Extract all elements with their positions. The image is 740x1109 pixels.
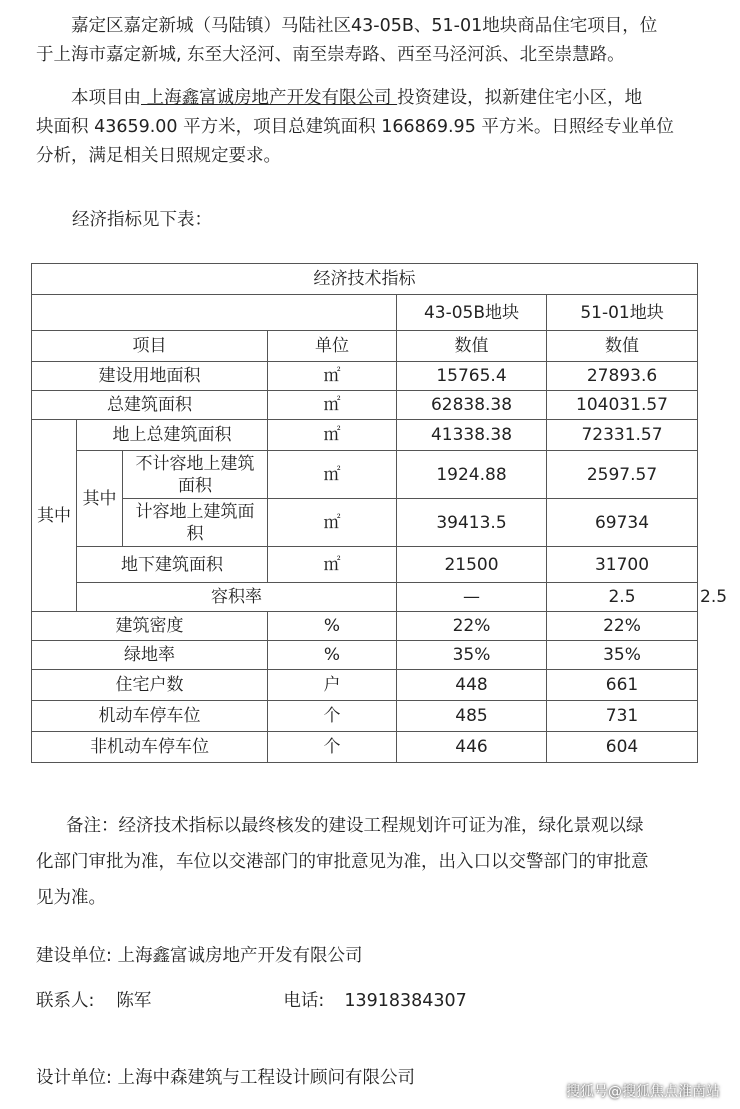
- intro-p2-suffix: 投资建设，拟新建住宅小区，地: [397, 88, 643, 108]
- row-value-b: 72331.57: [547, 420, 698, 451]
- row-label: 建设用地面积: [32, 362, 268, 391]
- row-label: 地下建筑面积: [77, 547, 268, 583]
- row-unit: ㎡: [268, 391, 397, 420]
- row-value-a: 21500: [397, 547, 547, 583]
- table-row: [32, 732, 698, 763]
- row-unit: %: [268, 612, 397, 641]
- row-unit: —: [397, 583, 547, 612]
- row-label: [123, 451, 268, 499]
- col-header-value-a: 数值: [397, 331, 547, 362]
- row-label: [123, 499, 268, 547]
- qizhong-inner-label: 其中: [77, 451, 123, 547]
- table-row: [32, 670, 698, 701]
- row-label: 机动车停车位: [32, 701, 268, 732]
- table-row: [32, 451, 698, 499]
- row-label: 绿地率: [32, 641, 268, 670]
- row-label-line-2: 积: [186, 523, 204, 544]
- row-value-a: 15765.4: [397, 362, 547, 391]
- col-header-unit: 单位: [268, 331, 397, 362]
- row-label: 地上总建筑面积: [77, 420, 268, 451]
- table-row: [32, 420, 698, 451]
- watermark: 搜狐号@搜狐焦点淮南站: [566, 1084, 720, 1100]
- row-value-b: 604: [547, 732, 698, 763]
- row-value-b: 69734: [547, 499, 698, 547]
- row-value-b: 31700: [547, 547, 698, 583]
- row-unit: ㎡: [268, 362, 397, 391]
- row-value-a: 22%: [397, 612, 547, 641]
- row-value-b: 22%: [547, 612, 698, 641]
- row-value-b: 27893.6: [547, 362, 698, 391]
- table-row: [32, 391, 698, 420]
- note-line-1: 备注：经济技术指标以最终核发的建设工程规划许可证为准，绿化景观以绿: [66, 816, 644, 836]
- intro-p2-line-3: 分析，满足相关日照规定要求。: [36, 146, 281, 166]
- builder-line: 建设单位: 上海鑫富诚房地产开发有限公司: [36, 946, 363, 966]
- row-value-a: 1924.88: [397, 451, 547, 499]
- col-header-value-b: 数值: [547, 331, 698, 362]
- row-value-b: 35%: [547, 641, 698, 670]
- qizhong-outer-label: 其中: [32, 420, 77, 612]
- table-row: 容积率 — 2.5 2.5: [32, 583, 698, 612]
- contact-name: 陈军: [116, 991, 152, 1011]
- row-unit: ㎡: [268, 420, 397, 451]
- row-unit: %: [268, 641, 397, 670]
- table-row: [32, 547, 698, 583]
- row-label: 非机动车停车位: [32, 732, 268, 763]
- row-value-b: 731: [547, 701, 698, 732]
- intro-p2-line-2: 块面积 43659.00 平方米，项目总建筑面积 166869.95 平方米。日照经专业单位: [36, 117, 674, 137]
- row-unit: 户: [268, 670, 397, 701]
- row-value-a: 35%: [397, 641, 547, 670]
- phone-label: 电话:: [283, 991, 325, 1011]
- table-column-header-row: [32, 331, 698, 362]
- designer-line: 设计单位: 上海中森建筑与工程设计顾问有限公司: [36, 1068, 415, 1088]
- table-row: [32, 499, 698, 547]
- row-value-b: 2597.57: [547, 451, 698, 499]
- note-paragraph: [36, 808, 708, 916]
- intro-paragraph-2: [36, 84, 708, 171]
- table-plot-header-row: [32, 295, 698, 331]
- intro-line-1: 嘉定区嘉定新城（马陆镇）马陆社区43-05B、51-01地块商品住宅项目，位: [71, 16, 658, 36]
- note-line-2: 化部门审批为准，车位以交港部门的审批意见为准，出入口以交警部门的审批意: [36, 852, 649, 872]
- row-unit: ㎡: [268, 451, 397, 499]
- phone-number: 13918384307: [344, 991, 467, 1011]
- row-label-line-1: 不计容地上建筑: [135, 453, 255, 474]
- row-value-a: 62838.38: [397, 391, 547, 420]
- col-header-51-01: 51-01地块: [547, 295, 698, 331]
- row-value-a: 41338.38: [397, 420, 547, 451]
- row-value-a: 485: [397, 701, 547, 732]
- row-label: 容积率: [77, 583, 397, 612]
- note-line-3: 见为准。: [36, 888, 106, 908]
- developer-name: 上海鑫富诚房地产开发有限公司: [141, 88, 398, 108]
- row-unit: 个: [268, 701, 397, 732]
- row-label-line-1: 计容地上建筑面: [135, 501, 255, 522]
- row-unit: ㎡: [268, 499, 397, 547]
- col-header-43-05b: 43-05B地块: [397, 295, 547, 331]
- table-intro: 经济指标见下表：: [72, 210, 212, 230]
- table-title: 经济技术指标: [32, 264, 698, 295]
- table-row: [32, 641, 698, 670]
- contact-label: 联系人:: [36, 991, 95, 1011]
- row-value-a: 446: [397, 732, 547, 763]
- row-label: 总建筑面积: [32, 391, 268, 420]
- economic-indicators-table: [31, 263, 728, 763]
- table-row: [32, 612, 698, 641]
- row-unit: 个: [268, 732, 397, 763]
- row-label: 住宅户数: [32, 670, 268, 701]
- row-unit: ㎡: [268, 547, 397, 583]
- row-value-a: 39413.5: [397, 499, 547, 547]
- row-value-b: 104031.57: [547, 391, 698, 420]
- row-value-a: 2.5: [547, 583, 698, 612]
- table-blank-header: [32, 295, 397, 331]
- table-title-row: [32, 264, 698, 295]
- row-label-line-2: 面积: [178, 475, 212, 496]
- intro-paragraph-1: [36, 12, 708, 70]
- intro-p2-prefix: 本项目由: [71, 88, 141, 108]
- table-row: [32, 362, 698, 391]
- row-label: 建筑密度: [32, 612, 268, 641]
- row-value-a: 448: [397, 670, 547, 701]
- table-row: [32, 701, 698, 732]
- col-header-item: 项目: [32, 331, 268, 362]
- contact-line: [36, 989, 467, 1013]
- row-value-b: 661: [547, 670, 698, 701]
- intro-line-2: 于上海市嘉定新城, 东至大泾河、南至崇寿路、西至马泾河浜、北至崇慧路。: [36, 45, 625, 65]
